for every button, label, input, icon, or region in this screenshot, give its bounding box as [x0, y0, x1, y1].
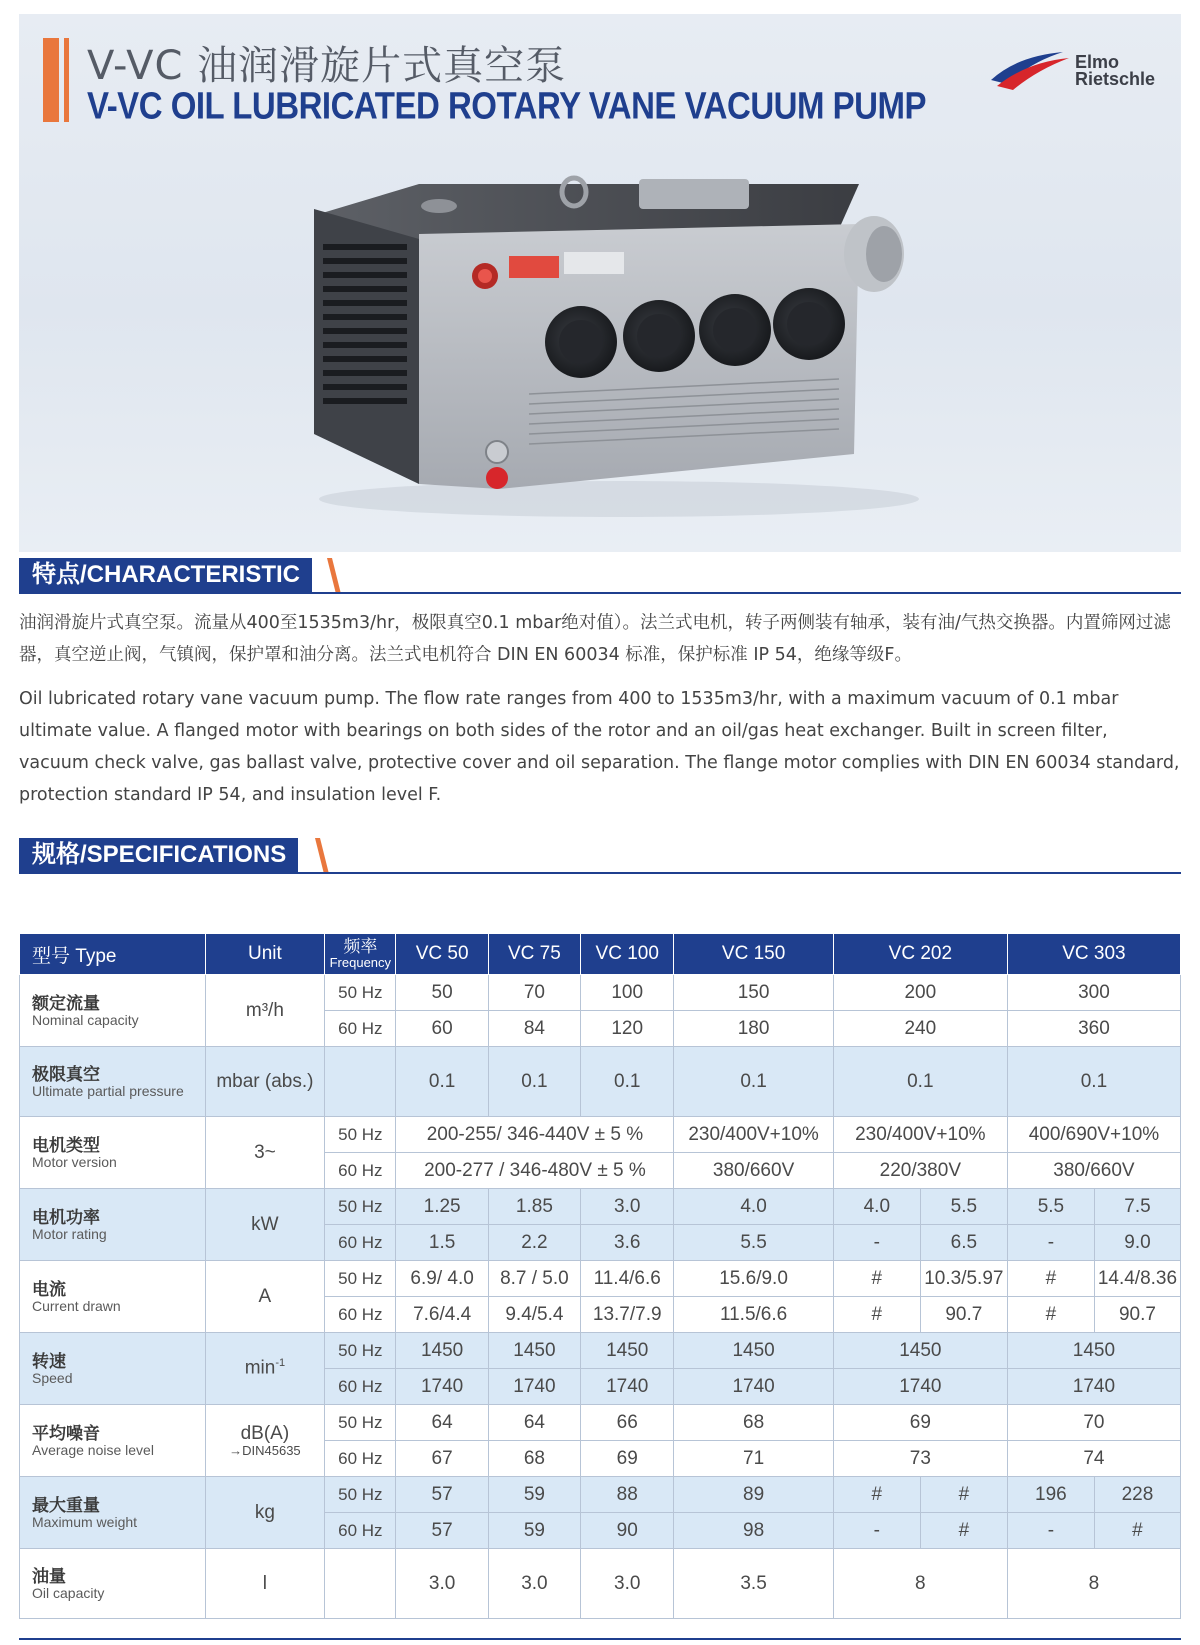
table-row — [20, 1261, 1181, 1297]
value-cell: 57 — [396, 1513, 488, 1549]
value-cell: 70 — [488, 975, 580, 1011]
logo-swoosh-icon — [987, 36, 1077, 96]
value-cell: 200-277 / 346-480V ± 5 % — [396, 1153, 674, 1189]
specifications-table — [19, 933, 1181, 1619]
unit-cell: 3~ — [205, 1117, 325, 1189]
value-cell: 10.3/5.97 — [920, 1261, 1007, 1297]
value-cell: 300 — [1007, 975, 1180, 1011]
specifications-title: 规格/SPECIFICATIONS — [19, 838, 298, 872]
value-cell: 59 — [488, 1513, 580, 1549]
value-cell: 73 — [833, 1441, 1007, 1477]
value-cell: 200 — [833, 975, 1007, 1011]
value-cell: 90.7 — [920, 1297, 1007, 1333]
value-cell: 3.6 — [581, 1225, 674, 1261]
value-cell: # — [833, 1297, 920, 1333]
value-cell: 1740 — [488, 1369, 580, 1405]
value-cell: 89 — [674, 1477, 833, 1513]
row-label: 油量 Oil capacity — [20, 1549, 206, 1619]
value-cell: 100 — [581, 975, 674, 1011]
table-row — [20, 1549, 1181, 1619]
value-cell: 68 — [488, 1441, 580, 1477]
value-cell: 7.5 — [1094, 1189, 1180, 1225]
value-cell: 1.85 — [488, 1189, 580, 1225]
freq-cell: 50 Hz — [325, 1477, 396, 1513]
freq-cell: 60 Hz — [325, 1297, 396, 1333]
header-model: VC 303 — [1007, 934, 1180, 975]
freq-cell: 50 Hz — [325, 1189, 396, 1225]
value-cell: 240 — [833, 1011, 1007, 1047]
header-frequency: 频率 Frequency — [325, 934, 396, 975]
specifications-rule — [19, 872, 1181, 874]
value-cell: 400/690V+10% — [1007, 1117, 1180, 1153]
value-cell: 230/400V+10% — [833, 1117, 1007, 1153]
value-cell: 3.0 — [581, 1189, 674, 1225]
value-cell: 1450 — [674, 1333, 833, 1369]
value-cell: # — [920, 1477, 1007, 1513]
value-cell: 1450 — [396, 1333, 488, 1369]
value-cell: 0.1 — [1007, 1047, 1180, 1117]
value-cell: 4.0 — [833, 1189, 920, 1225]
freq-cell: 50 Hz — [325, 975, 396, 1011]
hero-banner — [19, 14, 1181, 552]
value-cell: 67 — [396, 1441, 488, 1477]
header-model: VC 50 — [396, 934, 488, 975]
bottom-rule — [19, 1638, 1181, 1640]
value-cell: # — [1094, 1513, 1180, 1549]
value-cell: 74 — [1007, 1441, 1180, 1477]
freq-cell: 60 Hz — [325, 1513, 396, 1549]
row-label: 电机功率 Motor rating — [20, 1189, 206, 1261]
title-accent-bar-thin — [64, 38, 69, 122]
freq-cell: 60 Hz — [325, 1153, 396, 1189]
value-cell: 1740 — [674, 1369, 833, 1405]
value-cell: 71 — [674, 1441, 833, 1477]
title-chinese: V-VC 油润滑旋片式真空泵 — [87, 43, 567, 89]
unit-cell: dB(A) →DIN45635 — [205, 1405, 325, 1477]
value-cell: 57 — [396, 1477, 488, 1513]
value-cell: 1450 — [833, 1333, 1007, 1369]
value-cell: 9.0 — [1094, 1225, 1180, 1261]
freq-cell: 50 Hz — [325, 1405, 396, 1441]
value-cell: # — [1007, 1297, 1094, 1333]
value-cell: 120 — [581, 1011, 674, 1047]
row-label: 最大重量 Maximum weight — [20, 1477, 206, 1549]
unit-cell: l — [205, 1549, 325, 1619]
unit-cell: kg — [205, 1477, 325, 1549]
value-cell: 8 — [1007, 1549, 1180, 1619]
value-cell: 98 — [674, 1513, 833, 1549]
title-accent-bar — [43, 38, 59, 122]
value-cell: 8 — [833, 1549, 1007, 1619]
row-label: 电机类型 Motor version — [20, 1117, 206, 1189]
unit-cell: mbar (abs.) — [205, 1047, 325, 1117]
logo-text-line1: Elmo — [1075, 52, 1120, 72]
row-label: 极限真空 Ultimate partial pressure — [20, 1047, 206, 1117]
freq-cell — [325, 1549, 396, 1619]
value-cell: 1450 — [581, 1333, 674, 1369]
title-english: V-VC OIL LUBRICATED ROTARY VANE VACUUM PUMP — [87, 84, 926, 127]
freq-cell — [325, 1047, 396, 1117]
row-label: 转速 Speed — [20, 1333, 206, 1405]
value-cell: - — [1007, 1513, 1094, 1549]
value-cell: 15.6/9.0 — [674, 1261, 833, 1297]
elmo-rietschle-logo — [987, 36, 1177, 96]
row-label: 平均噪音 Average noise level — [20, 1405, 206, 1477]
value-cell: 1740 — [396, 1369, 488, 1405]
value-cell: 6.9/ 4.0 — [396, 1261, 488, 1297]
freq-cell: 60 Hz — [325, 1011, 396, 1047]
value-cell: 5.5 — [920, 1189, 1007, 1225]
value-cell: # — [920, 1513, 1007, 1549]
table-row — [20, 1117, 1181, 1153]
value-cell: 200-255/ 346-440V ± 5 % — [396, 1117, 674, 1153]
value-cell: 1740 — [833, 1369, 1007, 1405]
value-cell: 11.4/6.6 — [581, 1261, 674, 1297]
value-cell: 8.7 / 5.0 — [488, 1261, 580, 1297]
value-cell: 1740 — [581, 1369, 674, 1405]
unit-cell: $\min^{-1}$ — [205, 1333, 325, 1405]
value-cell: 1740 — [1007, 1369, 1180, 1405]
value-cell: 4.0 — [674, 1189, 833, 1225]
value-cell: # — [1007, 1261, 1094, 1297]
header-model: VC 100 — [581, 934, 674, 975]
freq-cell: 50 Hz — [325, 1333, 396, 1369]
table-row — [20, 1047, 1181, 1117]
value-cell: 69 — [581, 1441, 674, 1477]
characteristic-rule — [19, 592, 1181, 594]
value-cell: 90 — [581, 1513, 674, 1549]
table-header-row — [20, 934, 1181, 975]
value-cell: 68 — [674, 1405, 833, 1441]
value-cell: 1.25 — [396, 1189, 488, 1225]
value-cell: 90.7 — [1094, 1297, 1180, 1333]
value-cell: 14.4/8.36 — [1094, 1261, 1180, 1297]
value-cell: 6.5 — [920, 1225, 1007, 1261]
characteristic-text-cn: 油润滑旋片式真空泵。流量从400至1535m3/hr，极限真空0.1 mbar绝对值）。法兰式电机，转子两侧装有轴承，装有油/气热交换器。内置筛网过滤器，真空逆止阀，气镇阀，保护罩和油分离。法兰式电机符合 DIN EN 60034 标准，保护标准 IP 54，绝缘等级F。 — [19, 613, 1171, 665]
freq-cell: 60 Hz — [325, 1441, 396, 1477]
value-cell: 0.1 — [488, 1047, 580, 1117]
value-cell: 230/400V+10% — [674, 1117, 833, 1153]
value-cell: 9.4/5.4 — [488, 1297, 580, 1333]
heading-slash-icon — [327, 558, 341, 594]
header-model: VC 202 — [833, 934, 1007, 975]
header-type: 型号 Type — [20, 934, 206, 975]
value-cell: 3.0 — [488, 1549, 580, 1619]
unit-cell: kW — [205, 1189, 325, 1261]
vacuum-pump-image — [299, 164, 919, 534]
value-cell: 3.5 — [674, 1549, 833, 1619]
value-cell: 380/660V — [1007, 1153, 1180, 1189]
value-cell: 1.5 — [396, 1225, 488, 1261]
value-cell: 88 — [581, 1477, 674, 1513]
table-row — [20, 1189, 1181, 1225]
value-cell: 69 — [833, 1405, 1007, 1441]
value-cell: 70 — [1007, 1405, 1180, 1441]
characteristic-text-en: Oil lubricated rotary vane vacuum pump. The flow rate ranges from 400 to 1535m3/hr, with a maximum vacuum of 0.1 mbar ultimate value. A flanged motor with bearings on both sides of the rotor and an oil/gas heat exchanger. Built in screen filter, vacuum check valve, gas ballast valve, protective cover and oil separation. The flange motor complies with DIN EN 60034 standard, protection standard IP 54, and insulation level F. — [19, 689, 1180, 805]
value-cell: 1450 — [488, 1333, 580, 1369]
value-cell: 220/380V — [833, 1153, 1007, 1189]
value-cell: 3.0 — [581, 1549, 674, 1619]
value-cell: # — [833, 1477, 920, 1513]
value-cell: 11.5/6.6 — [674, 1297, 833, 1333]
heading-slash-icon — [315, 838, 329, 874]
value-cell: 196 — [1007, 1477, 1094, 1513]
value-cell: 0.1 — [581, 1047, 674, 1117]
value-cell: # — [833, 1261, 920, 1297]
unit-cell: m³/h — [205, 975, 325, 1047]
value-cell: - — [833, 1513, 920, 1549]
value-cell: - — [1007, 1225, 1094, 1261]
freq-cell: 60 Hz — [325, 1225, 396, 1261]
value-cell: 66 — [581, 1405, 674, 1441]
table-row — [20, 1477, 1181, 1513]
freq-cell: 50 Hz — [325, 1261, 396, 1297]
value-cell: 1450 — [1007, 1333, 1180, 1369]
value-cell: 0.1 — [674, 1047, 833, 1117]
value-cell: 360 — [1007, 1011, 1180, 1047]
value-cell: 60 — [396, 1011, 488, 1047]
header-model: VC 75 — [488, 934, 580, 975]
value-cell: 50 — [396, 975, 488, 1011]
value-cell: 0.1 — [396, 1047, 488, 1117]
value-cell: - — [833, 1225, 920, 1261]
table-row — [20, 975, 1181, 1011]
value-cell: 0.1 — [833, 1047, 1007, 1117]
header-model: VC 150 — [674, 934, 833, 975]
value-cell: 150 — [674, 975, 833, 1011]
value-cell: 59 — [488, 1477, 580, 1513]
characteristic-title: 特点/CHARACTERISTIC — [19, 558, 312, 592]
value-cell: 3.0 — [396, 1549, 488, 1619]
table-row — [20, 1333, 1181, 1369]
value-cell: 5.5 — [1007, 1189, 1094, 1225]
logo-text-line2: Rietschle — [1075, 69, 1156, 89]
header-unit: Unit — [205, 934, 325, 975]
value-cell: 64 — [488, 1405, 580, 1441]
value-cell: 380/660V — [674, 1153, 833, 1189]
freq-cell: 60 Hz — [325, 1369, 396, 1405]
value-cell: 2.2 — [488, 1225, 580, 1261]
value-cell: 13.7/7.9 — [581, 1297, 674, 1333]
freq-cell: 50 Hz — [325, 1117, 396, 1153]
unit-cell: A — [205, 1261, 325, 1333]
row-label: 电流 Current drawn — [20, 1261, 206, 1333]
value-cell: 5.5 — [674, 1225, 833, 1261]
table-row — [20, 1405, 1181, 1441]
row-label: 额定流量 Nominal capacity — [20, 975, 206, 1047]
value-cell: 228 — [1094, 1477, 1180, 1513]
value-cell: 180 — [674, 1011, 833, 1047]
value-cell: 7.6/4.4 — [396, 1297, 488, 1333]
value-cell: 84 — [488, 1011, 580, 1047]
value-cell: 64 — [396, 1405, 488, 1441]
